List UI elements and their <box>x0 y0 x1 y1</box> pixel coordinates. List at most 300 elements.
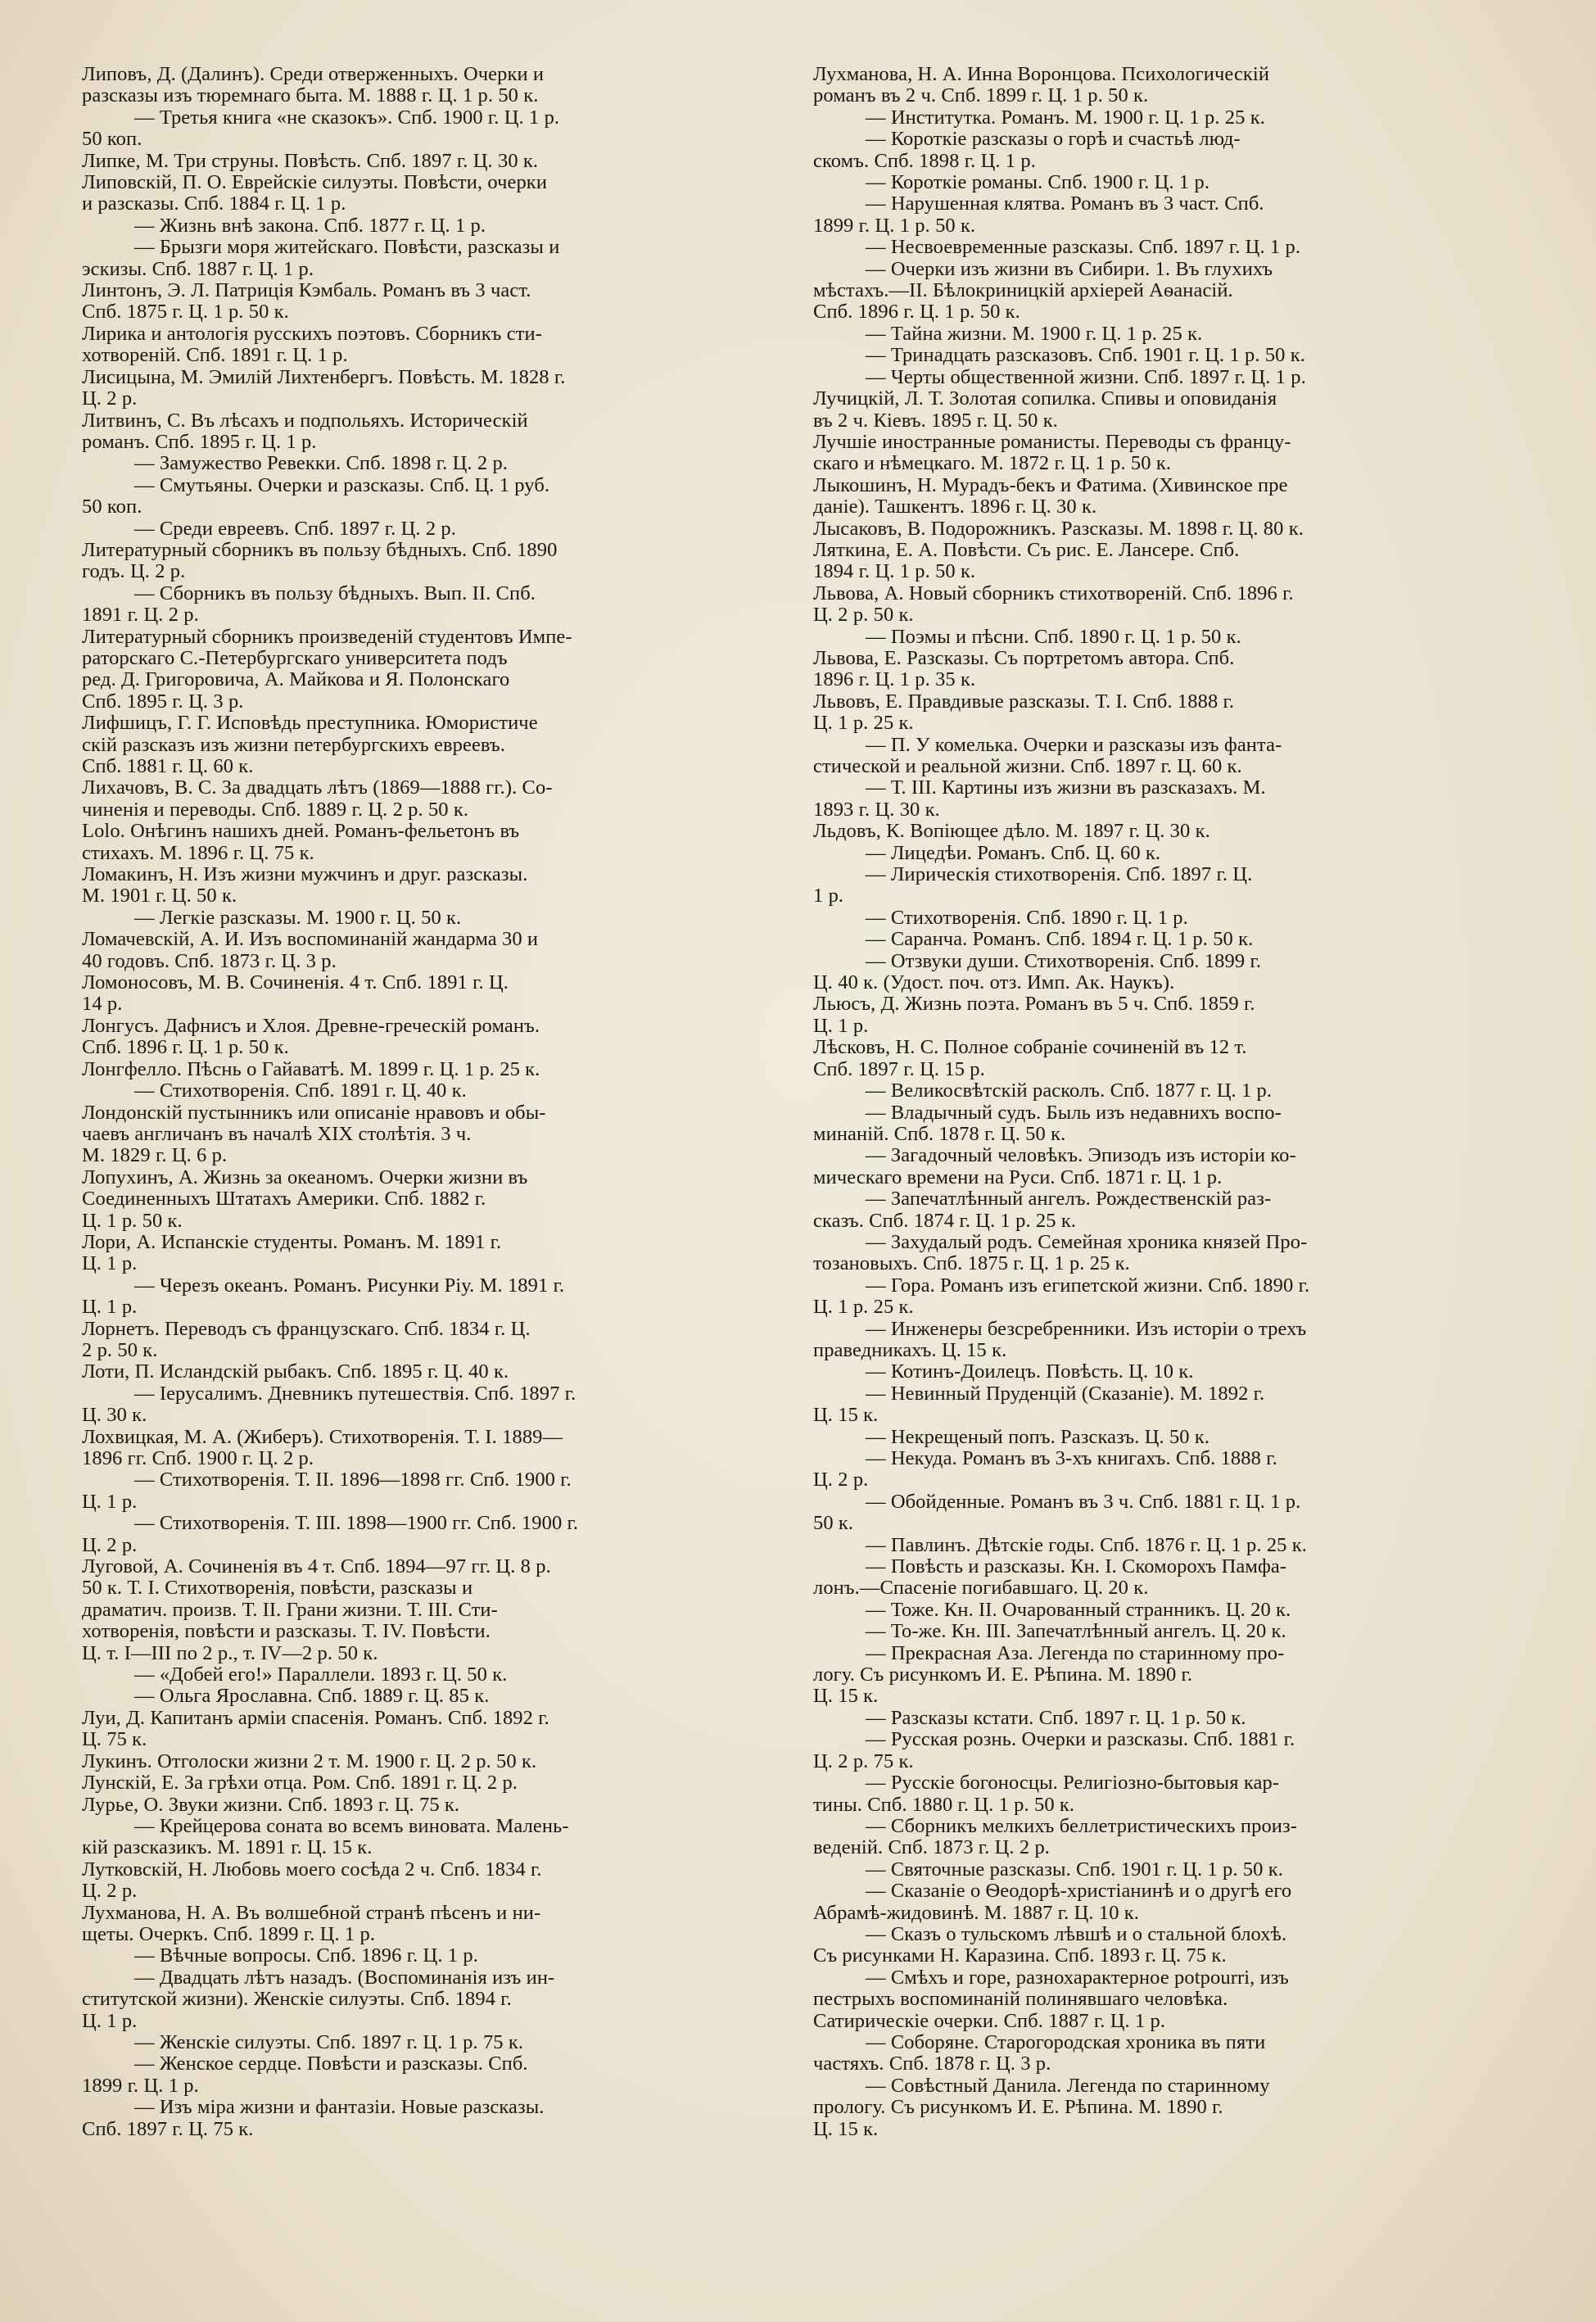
entry-line: — Соборяне. Старогородская хроника въ пяти <box>866 2031 1266 2053</box>
catalog-entry <box>813 540 1522 583</box>
entry-line: — Владычный судъ. Быль изъ недавнихъ воспо- <box>866 1102 1282 1124</box>
entry-line: Лучшіе иностранные романисты. Переводы съ францу- <box>813 431 1291 453</box>
entry-line: — Тайна жизни. М. 1900 г. Ц. 1 р. 25 к. <box>866 323 1203 345</box>
entry-line: Ц. 1 р. <box>82 2010 138 2032</box>
entry-line: — Невинный Пруденцій (Сказаніе). М. 1892 г. <box>866 1383 1265 1405</box>
entry-line: частяхъ. Спб. 1878 г. Ц. 3 р. <box>813 2053 1051 2075</box>
entry-line: 1893 г. Ц. 30 к. <box>813 799 940 821</box>
entry-line: — Институтка. Романъ. М. 1900 г. Ц. 1 р. 25 к. <box>866 106 1265 129</box>
entry-line: — Сборникъ мелкихъ беллетристическихъ произ- <box>866 1815 1298 1837</box>
entry-line: Ц. 1 р. 25 к. <box>813 713 914 735</box>
entry-line: Ломоносовъ, М. В. Сочиненія. 4 т. Спб. 1891 г. Ц. <box>82 972 509 994</box>
catalog-entry <box>82 1427 776 1470</box>
catalog-entry <box>813 1361 1522 1383</box>
catalog-entry <box>82 1967 776 2032</box>
entry-line: — Некрещеный попъ. Разсказъ. Ц. 50 к. <box>866 1426 1210 1448</box>
entry-line: Спб. 1897 г. Ц. 15 р. <box>813 1058 985 1080</box>
catalog-entry <box>813 1967 1522 2032</box>
entry-line: — Обойденные. Романъ въ 3 ч. Спб. 1881 г. Ц. 1 р. <box>866 1491 1301 1513</box>
catalog-entry <box>813 475 1522 518</box>
entry-line: 50 коп. <box>82 496 142 518</box>
entry-line: — Замужество Ревекки. Спб. 1898 г. Ц. 2 р. <box>134 453 509 475</box>
entry-line: Съ рисунками Н. Каразина. Спб. 1893 г. Ц. 75 к. <box>813 1945 1227 1967</box>
catalog-entry <box>82 64 776 107</box>
right-column <box>813 64 1522 2140</box>
entry-line: 2 р. 50 к. <box>82 1339 158 1361</box>
entry-line: минаній. Спб. 1878 г. Ц. 50 к. <box>813 1123 1066 1145</box>
entry-line: — Разсказы кстати. Спб. 1897 г. Ц. 1 р. 50 к. <box>866 1707 1246 1729</box>
entry-line: Литвинъ, С. Въ лѣсахъ и подпольяхъ. Историческій <box>82 410 528 432</box>
entry-line: — Павлинъ. Дѣтскіе годы. Спб. 1876 г. Ц. 1 р. 25 к. <box>866 1534 1307 1556</box>
entry-line: — «Добей его!» Параллели. 1893 г. Ц. 50 к. <box>134 1664 508 1686</box>
entry-line: — Русскіе богоносцы. Религіозно-бытовыя кар- <box>866 1772 1280 1795</box>
entry-line: М. 1829 г. Ц. 6 р. <box>82 1145 228 1167</box>
entry-line: — Тринадцать разсказовъ. Спб. 1901 г. Ц. 1 р. 50 к. <box>866 345 1305 367</box>
catalog-entry <box>82 1275 776 1319</box>
entry-line: въ 2 ч. Кіевъ. 1895 г. Ц. 50 к. <box>813 410 1058 432</box>
catalog-entry <box>813 1708 1522 1729</box>
entry-line: Лихачовъ, В. С. За двадцать лѣтъ (1869—1888 гг.). Со- <box>82 777 553 799</box>
entry-line: Ц. т. I—III по 2 р., т. IV—2 р. 50 к. <box>82 1642 378 1664</box>
entry-line: сказъ. Спб. 1874 г. Ц. 1 р. 25 к. <box>813 1210 1077 1232</box>
catalog-entry <box>82 583 776 627</box>
entry-line: раторскаго С.-Петербургскаго университета подъ <box>82 647 508 669</box>
entry-line: Львова, Е. Разсказы. Съ портретомъ автора. Спб. <box>813 647 1235 669</box>
entry-line: Луи, Д. Капитанъ арміи спасенія. Романъ. Спб. 1892 г. <box>82 1707 549 1729</box>
entry-line: Львова, А. Новый сборникъ стихотвореній. Спб. 1896 г. <box>813 582 1294 604</box>
entry-line: пестрыхъ воспоминаній полинявшаго человѣка. <box>813 1989 1228 2011</box>
catalog-entry <box>82 2053 776 2097</box>
entry-line: Лукинъ. Отголоски жизни 2 т. М. 1900 г. Ц. 2 р. 50 к. <box>82 1750 537 1772</box>
catalog-entry <box>813 1859 1522 1881</box>
entry-line: Ц. 2 р. <box>82 388 138 410</box>
catalog-entry <box>813 1188 1522 1232</box>
catalog-entry <box>813 735 1522 778</box>
catalog-entry <box>813 1772 1522 1816</box>
entry-line: скій разсказъ изъ жизни петербургскихъ евреевъ. <box>82 734 505 756</box>
entry-line: — Женское сердце. Повѣсти и разсказы. Спб. <box>134 2053 528 2075</box>
entry-line: 1894 г. Ц. 1 р. 50 к. <box>813 561 976 583</box>
entry-line: Лыкошинъ, Н. Мурадъ-бекъ и Фатима. (Хивинское пре <box>813 474 1288 496</box>
catalog-entry <box>813 777 1522 821</box>
catalog-entry <box>813 129 1522 172</box>
entry-line: — Смѣхъ и горе, разнохарактерное potpourri, изъ <box>866 1967 1289 1989</box>
entry-line: 1 р. <box>813 885 844 908</box>
entry-line: Соединенныхъ Штатахъ Америки. Спб. 1882 г. <box>82 1188 486 1211</box>
catalog-entry <box>82 864 776 908</box>
catalog-entry <box>82 410 776 454</box>
catalog-entry <box>82 627 776 713</box>
catalog-entry <box>813 1924 1522 1967</box>
entry-line: — Стихотворенія. Т. III. 1898—1900 гг. Спб. 1900 г. <box>134 1513 579 1535</box>
entry-line: — Крейцерова соната во всемъ виновата. Малень- <box>134 1815 569 1837</box>
entry-line: — Лицедѣи. Романъ. Спб. Ц. 60 к. <box>866 842 1161 864</box>
left-column <box>82 64 776 2140</box>
entry-line: Ц. 40 к. (Удост. поч. отз. Имп. Ак. Наукъ). <box>813 972 1175 994</box>
entry-line: — Совѣстный Данила. Легенда по старинному <box>866 2075 1270 2097</box>
catalog-entry <box>82 324 776 367</box>
entry-line: Лорнетъ. Переводъ съ французскаго. Спб. 1834 г. Ц. <box>82 1318 531 1340</box>
catalog-entry <box>82 280 776 324</box>
entry-line: — Загадочный человѣкъ. Эпизодъ изъ исторіи ко- <box>866 1145 1296 1167</box>
catalog-entry <box>813 1600 1522 1621</box>
catalog-entry <box>813 1621 1522 1642</box>
entry-line: логу. Съ рисункомъ И. Е. Рѣпина. М. 1890 г. <box>813 1664 1193 1686</box>
entry-line: — Саранча. Романъ. Спб. 1894 г. Ц. 1 р. 50 к. <box>866 929 1254 951</box>
catalog-entry <box>813 1816 1522 1859</box>
entry-line: мическаго времени на Руси. Спб. 1871 г. Ц. 1 р. <box>813 1166 1223 1188</box>
catalog-entry <box>82 713 776 777</box>
catalog-entry <box>82 1361 776 1383</box>
catalog-entry <box>82 1232 776 1275</box>
entry-line: Ц. 1 р. 25 к. <box>813 1297 914 1319</box>
entry-line: Ц. 1 р. 50 к. <box>82 1210 183 1232</box>
catalog-entry <box>813 1383 1522 1427</box>
entry-line: Ломачевскій, А. И. Изъ воспоминаній жандарма 30 и <box>82 929 539 951</box>
entry-line: Ц. 1 р. <box>82 1491 138 1513</box>
entry-line: 14 р. <box>82 994 123 1016</box>
catalog-entry <box>813 929 1522 950</box>
entry-line: тозановыхъ. Спб. 1875 г. Ц. 1 р. 25 к. <box>813 1253 1130 1275</box>
entry-line: — Короткіе романы. Спб. 1900 г. Ц. 1 р. <box>866 172 1210 194</box>
catalog-entry <box>82 972 776 1016</box>
catalog-entry <box>813 1448 1522 1491</box>
entry-line: даніе). Ташкентъ. 1896 г. Ц. 30 к. <box>813 496 1097 518</box>
catalog-entry <box>813 908 1522 929</box>
entry-line: стической и реальной жизни. Спб. 1897 г. Ц. 60 к. <box>813 756 1242 777</box>
entry-line: хотворенія, повѣсти и разсказы. Т. IV. Повѣсти. <box>82 1621 491 1643</box>
entry-line: Лоти, П. Исландскій рыбакъ. Спб. 1895 г. Ц. 40 к. <box>82 1361 509 1383</box>
entry-line: Абрамѣ-жидовинѣ. М. 1887 г. Ц. 10 к. <box>813 1902 1139 1924</box>
entry-line: скаго и нѣмецкаго. М. 1872 г. Ц. 1 р. 50 к. <box>813 453 1172 475</box>
entry-line: — П. У комелька. Очерки и разсказы изъ фанта- <box>866 734 1282 756</box>
entry-line: и разсказы. Спб. 1884 г. Ц. 1 р. <box>82 193 346 215</box>
catalog-entry <box>813 259 1522 324</box>
catalog-entry <box>813 1275 1522 1319</box>
entry-line: М. 1901 г. Ц. 50 к. <box>82 885 237 908</box>
catalog-entry <box>813 1556 1522 1600</box>
entry-line: Лѣсковъ, Н. С. Полное собраніе сочиненій въ 12 т. <box>813 1037 1247 1059</box>
catalog-entry <box>813 324 1522 345</box>
catalog-entry <box>82 1016 776 1059</box>
catalog-entry <box>813 1080 1522 1102</box>
entry-line: лонъ.—Спасеніе погибавшаго. Ц. 20 к. <box>813 1577 1149 1600</box>
catalog-entry <box>82 2032 776 2053</box>
catalog-entry <box>813 345 1522 366</box>
catalog-entry <box>82 1319 776 1362</box>
entry-line: — Сказаніе о Ѳеодорѣ-христіанинѣ и о другѣ его <box>866 1881 1292 1903</box>
catalog-entry <box>813 107 1522 129</box>
catalog-entry <box>813 1427 1522 1448</box>
entry-line: ститутской жизни). Женскіе силуэты. Спб. 1894 г. <box>82 1989 512 2011</box>
catalog-entry <box>82 1751 776 1772</box>
catalog-entry <box>813 1102 1522 1146</box>
entry-line: — Некуда. Романъ въ 3-хъ книгахъ. Спб. 1888 г. <box>866 1448 1277 1469</box>
entry-line: Луговой, А. Сочиненія въ 4 т. Спб. 1894—97 гг. Ц. 8 р. <box>82 1556 551 1578</box>
catalog-entry <box>82 107 776 151</box>
catalog-entry <box>813 1037 1522 1080</box>
entry-line: — Изъ міра жизни и фантазіи. Новые разсказы. <box>134 2097 545 2119</box>
entry-line: — Среди евреевъ. Спб. 1897 г. Ц. 2 р. <box>134 518 457 540</box>
entry-line: — Женскіе силуэты. Спб. 1897 г. Ц. 1 р. 75 к. <box>134 2031 524 2053</box>
catalog-entry <box>813 691 1522 735</box>
entry-line: — Прекрасная Аза. Легенда по старинному про- <box>866 1642 1285 1664</box>
catalog-entry <box>82 1664 776 1686</box>
entry-line: Львовъ, Е. Правдивые разсказы. Т. I. Спб. 1888 г. <box>813 690 1235 713</box>
entry-line: Ц. 1 р. <box>813 1015 869 1037</box>
entry-line: — Великосвѣтскій расколъ. Спб. 1877 г. Ц. 1 р. <box>866 1080 1273 1102</box>
entry-line: — Третья книга «не сказокъ». Спб. 1900 г. Ц. 1 р. <box>134 106 560 129</box>
catalog-entry <box>82 1903 776 1946</box>
entry-line: ред. Д. Григоровича, А. Майкова и Я. Полонскаго <box>82 669 510 691</box>
catalog-entry <box>82 1708 776 1751</box>
entry-line: Ломакинъ, Н. Изъ жизни мужчинъ и друг. разсказы. <box>82 864 528 886</box>
catalog-entry <box>813 1643 1522 1708</box>
entry-line: 1899 г. Ц. 1 р. 50 к. <box>813 215 976 237</box>
catalog-entry <box>82 367 776 410</box>
catalog-entry <box>82 1102 776 1167</box>
entry-line: Спб. 1881 г. Ц. 60 к. <box>82 756 254 777</box>
entry-line: — Стихотворенія. Спб. 1891 г. Ц. 40 к. <box>134 1080 467 1102</box>
entry-line: — Отзвуки души. Стихотворенія. Спб. 1899 г. <box>866 950 1262 972</box>
entry-line: Спб. 1895 г. Ц. 3 р. <box>82 690 244 713</box>
entry-line: — Повѣсть и разсказы. Кн. I. Скоморохъ Памфа- <box>866 1556 1287 1578</box>
entry-line: Лифшицъ, Г. Г. Исповѣдь преступника. Юмористиче <box>82 713 538 735</box>
entry-line: 1891 г. Ц. 2 р. <box>82 604 199 627</box>
entry-line: щеты. Очеркъ. Спб. 1899 г. Ц. 1 р. <box>82 1923 376 1945</box>
entry-line: — Святочные разсказы. Спб. 1901 г. Ц. 1 р. 50 к. <box>866 1858 1283 1881</box>
entry-line: — Русская рознь. Очерки и разсказы. Спб. 1881 г. <box>866 1729 1295 1751</box>
catalog-entry <box>813 1491 1522 1535</box>
entry-line: чиненія и переводы. Спб. 1889 г. Ц. 2 р. 50 к. <box>82 799 469 821</box>
entry-line: Лучицкій, Л. Т. Золотая сопилка. Спивы и оповиданія <box>813 388 1277 410</box>
catalog-entry <box>82 151 776 172</box>
entry-line: — Черты общественной жизни. Спб. 1897 г. Ц. 1 р. <box>866 366 1306 388</box>
catalog-entry <box>813 432 1522 475</box>
catalog-entry <box>82 172 776 215</box>
entry-line: Ц. 1 р. <box>82 1253 138 1275</box>
catalog-entry <box>813 193 1522 237</box>
catalog-entry <box>813 172 1522 193</box>
entry-line: — Іерусалимъ. Дневникъ путешествія. Спб. 1897 г. <box>134 1383 576 1405</box>
catalog-entry <box>82 1795 776 1816</box>
entry-line: праведникахъ. Ц. 15 к. <box>813 1339 1007 1361</box>
entry-line: эскизы. Спб. 1887 г. Ц. 1 р. <box>82 258 314 280</box>
catalog-entry <box>813 648 1522 691</box>
entry-line: — Легкіе разсказы. М. 1900 г. Ц. 50 к. <box>134 907 462 929</box>
entry-line: — Котинъ-Доилецъ. Повѣсть. Ц. 10 к. <box>866 1361 1194 1383</box>
entry-line: Спб. 1896 г. Ц. 1 р. 50 к. <box>813 301 1020 324</box>
catalog-entry <box>813 1319 1522 1362</box>
entry-line: 1896 гг. Спб. 1900 г. Ц. 2 р. <box>82 1448 314 1469</box>
catalog-entry <box>813 627 1522 648</box>
catalog-entry <box>82 908 776 929</box>
catalog-entry <box>813 367 1522 388</box>
entry-line: Лутковскій, Н. Любовь моего сосѣда 2 ч. Спб. 1834 г. <box>82 1858 542 1881</box>
entry-line: романъ. Спб. 1895 г. Ц. 1 р. <box>82 431 317 453</box>
catalog-entry <box>813 994 1522 1037</box>
catalog-entry <box>82 1059 776 1080</box>
catalog-entry <box>813 951 1522 994</box>
entry-line: Лисицына, М. Эмилій Лихтенбергъ. Повѣсть. М. 1828 г. <box>82 366 566 388</box>
catalog-entry <box>813 1145 1522 1188</box>
entry-line: Ц. 1 р. <box>82 1297 138 1319</box>
entry-line: — То-же. Кн. III. Запечатлѣнный ангелъ. Ц. 20 к. <box>866 1621 1286 1643</box>
entry-line: Лохвицкая, М. А. (Жиберъ). Стихотворенія. Т. I. 1889— <box>82 1426 563 1448</box>
entry-line: Ц. 15 к. <box>813 1686 879 1708</box>
entry-line: — Короткіе разсказы о горѣ и счастьѣ люд- <box>866 129 1241 151</box>
entry-line: кій разсказикъ. М. 1891 г. Ц. 15 к. <box>82 1837 373 1859</box>
catalog-entry <box>82 1686 776 1707</box>
entry-line: тины. Спб. 1880 г. Ц. 1 р. 50 к. <box>813 1794 1075 1816</box>
entry-line: Ц. 15 к. <box>813 2118 879 2140</box>
catalog-entry <box>813 843 1522 864</box>
entry-line: — Т. III. Картины изъ жизни въ разсказахъ. М. <box>866 777 1266 799</box>
catalog-entry <box>813 1881 1522 1924</box>
entry-line: Литературный сборникъ въ пользу бѣдныхъ. Спб. 1890 <box>82 539 558 561</box>
catalog-entry <box>813 1535 1522 1556</box>
entry-line: — Жизнь внѣ закона. Спб. 1877 г. Ц. 1 р. <box>134 215 486 237</box>
catalog-entry <box>82 453 776 474</box>
catalog-entry <box>82 821 776 864</box>
entry-line: — Брызги моря житейскаго. Повѣсти, разсказы и <box>134 237 560 259</box>
entry-line: Спб. 1897 г. Ц. 75 к. <box>82 2118 254 2140</box>
entry-line: стихахъ. М. 1896 г. Ц. 75 к. <box>82 842 314 864</box>
catalog-entry <box>813 1729 1522 1772</box>
catalog-entry <box>82 215 776 237</box>
entry-line: Лонгфелло. Пѣснь о Гайаватѣ. М. 1899 г. Ц. 1 р. 25 к. <box>82 1058 540 1080</box>
entry-line: мѣстахъ.—II. Бѣлокриницкій архіерей Аѳанасій. <box>813 280 1233 302</box>
catalog-entry <box>82 1556 776 1664</box>
entry-line: Лопухинъ, А. Жизнь за океаномъ. Очерки жизни въ <box>82 1166 528 1188</box>
catalog-entry <box>82 929 776 972</box>
entry-line: 1896 г. Ц. 1 р. 35 к. <box>813 669 976 691</box>
catalog-entry <box>813 2075 1522 2140</box>
entry-line: Ц. 15 к. <box>813 1405 879 1427</box>
entry-line: 40 годовъ. Спб. 1873 г. Ц. 3 р. <box>82 950 337 972</box>
entry-line: Липке, М. Три струны. Повѣсть. Спб. 1897 г. Ц. 30 к. <box>82 150 539 172</box>
entry-line: Липовскій, П. О. Еврейскіе силуэты. Повѣсти, очерки <box>82 172 548 194</box>
entry-line: — Сказъ о тульскомъ лѣвшѣ и о стальной блохѣ. <box>866 1923 1287 1945</box>
catalog-entry <box>82 1772 776 1794</box>
catalog-entry <box>82 1513 776 1556</box>
entry-line: Ц. 2 р. <box>813 1469 869 1491</box>
entry-line: Ц. 2 р. <box>82 1534 138 1556</box>
catalog-entry <box>82 777 776 821</box>
entry-line: веденій. Спб. 1873 г. Ц. 2 р. <box>813 1837 1051 1859</box>
entry-line: — Стихотворенія. Т. II. 1896—1898 гг. Спб. 1900 г. <box>134 1469 572 1491</box>
entry-line: разсказы изъ тюремнаго быта. М. 1888 г. Ц. 1 р. 50 к. <box>82 85 539 107</box>
entry-line: Лори, А. Испанскіе студенты. Романъ. М. 1891 г. <box>82 1231 502 1253</box>
entry-line: — Стихотворенія. Спб. 1890 г. Ц. 1 р. <box>866 907 1188 929</box>
entry-line: хотвореній. Спб. 1891 г. Ц. 1 р. <box>82 345 348 367</box>
entry-line: Лунскій, Е. За грѣхи отца. Ром. Спб. 1891 г. Ц. 2 р. <box>82 1772 518 1795</box>
entry-line: Ц. 30 к. <box>82 1405 147 1427</box>
catalog-entry <box>82 1945 776 1967</box>
catalog-entry <box>813 583 1522 627</box>
entry-line: Спб. 1896 г. Ц. 1 р. 50 к. <box>82 1037 289 1059</box>
catalog-entry <box>82 1469 776 1513</box>
entry-line: 50 коп. <box>82 129 142 151</box>
entry-line: Lolo. Онѣгинъ нашихъ дней. Романъ-фельетонъ въ <box>82 821 520 843</box>
entry-line: — Вѣчные вопросы. Спб. 1896 г. Ц. 1 р. <box>134 1945 478 1967</box>
entry-line: Литературный сборникъ произведеній студентовъ Импе- <box>82 626 572 648</box>
catalog-entry <box>82 1167 776 1232</box>
catalog-entry <box>813 821 1522 842</box>
catalog-entry <box>82 1816 776 1859</box>
entry-line: — Двадцать лѣтъ назадъ. (Воспоминанія изъ ин- <box>134 1967 555 1989</box>
entry-line: — Смутьяны. Очерки и разсказы. Спб. Ц. 1 руб. <box>134 474 550 496</box>
entry-line: — Очерки изъ жизни въ Сибири. 1. Въ глухихъ <box>866 258 1273 280</box>
entry-line: Ц. 2 р. 75 к. <box>813 1750 914 1772</box>
entry-line: — Ольга Ярославна. Спб. 1889 г. Ц. 85 к. <box>134 1686 490 1708</box>
entry-line: 50 к. <box>813 1513 854 1535</box>
entry-line: Лухманова, Н. А. Инна Воронцова. Психологическій <box>813 64 1270 85</box>
catalog-entry <box>813 388 1522 432</box>
entry-line: скомъ. Спб. 1898 г. Ц. 1 р. <box>813 150 1036 172</box>
entry-line: Ц. 2 р. 50 к. <box>813 604 914 627</box>
entry-line: 50 к. Т. I. Стихотворенія, повѣсти, разсказы и <box>82 1577 473 1600</box>
entry-line: — Лирическія стихотворенія. Спб. 1897 г. Ц. <box>866 864 1253 886</box>
entry-line: Льдовъ, К. Вопіющее дѣло. М. 1897 г. Ц. 30 к. <box>813 821 1210 843</box>
entry-line: — Несвоевременные разсказы. Спб. 1897 г. Ц. 1 р. <box>866 237 1301 259</box>
entry-line: чаевъ англичанъ въ началѣ XIX столѣтія. 3 ч. <box>82 1123 472 1145</box>
entry-line: Спб. 1875 г. Ц. 1 р. 50 к. <box>82 301 289 324</box>
catalog-entry <box>82 540 776 583</box>
entry-line: — Инженеры безсребренники. Изъ исторіи о трехъ <box>866 1318 1307 1340</box>
entry-line: — Захудалый родъ. Семейная хроника князей Про- <box>866 1231 1308 1253</box>
entry-line: Лондонскій пустынникъ или описаніе нравовъ и обы- <box>82 1102 546 1124</box>
catalog-entry <box>82 2097 776 2140</box>
catalog-entry <box>82 518 776 540</box>
entry-line: Лирика и антологія русскихъ поэтовъ. Сборникъ сти- <box>82 323 542 345</box>
entry-line: романъ въ 2 ч. Спб. 1899 г. Ц. 1 р. 50 к. <box>813 85 1149 107</box>
entry-line: — Поэмы и пѣсни. Спб. 1890 г. Ц. 1 р. 50 к. <box>866 626 1241 648</box>
entry-line: — Запечатлѣнный ангелъ. Рождественскій раз- <box>866 1188 1272 1211</box>
entry-line: годъ. Ц. 2 р. <box>82 561 186 583</box>
entry-line: Ц. 75 к. <box>82 1729 147 1751</box>
catalog-entry <box>82 1080 776 1102</box>
catalog-entry <box>813 518 1522 540</box>
catalog-entry <box>82 1859 776 1903</box>
catalog-entry <box>813 237 1522 258</box>
catalog-entry <box>82 237 776 280</box>
entry-line: 1899 г. Ц. 1 р. <box>82 2075 199 2097</box>
entry-line: — Нарушенная клятва. Романъ въ 3 част. Спб. <box>866 193 1264 215</box>
catalog-entry <box>813 1232 1522 1275</box>
entry-line: Лысаковъ, В. Подорожникъ. Разсказы. М. 1898 г. Ц. 80 к. <box>813 518 1304 540</box>
catalog-entry <box>82 1383 776 1427</box>
entry-line: Линтонъ, Э. Л. Патриція Кэмбаль. Романъ въ 3 част. <box>82 280 531 302</box>
entry-line: Липовъ, Д. (Далинъ). Среди отверженныхъ. Очерки и <box>82 64 545 85</box>
entry-line: — Сборникъ въ пользу бѣдныхъ. Вып. II. Спб. <box>134 582 536 604</box>
entry-line: Ц. 2 р. <box>82 1881 138 1903</box>
catalog-entry <box>813 64 1522 107</box>
entry-line: Лонгусъ. Дафнисъ и Хлоя. Древне-греческій романъ. <box>82 1015 540 1037</box>
entry-line: Лухманова, Н. А. Въ волшебной странѣ пѣсенъ и ни- <box>82 1902 541 1924</box>
entry-line: прологу. Съ рисункомъ И. Е. Рѣпина. М. 1890 г. <box>813 2097 1223 2119</box>
entry-line: — Гора. Романъ изъ египетской жизни. Спб. 1890 г. <box>866 1274 1310 1297</box>
catalog-entry <box>82 475 776 518</box>
catalog-entry <box>813 864 1522 908</box>
entry-line: — Черезъ океанъ. Романъ. Рисунки Ріу. М. 1891 г. <box>134 1274 565 1297</box>
entry-line: Льюсъ, Д. Жизнь поэта. Романъ въ 5 ч. Спб. 1859 г. <box>813 994 1255 1016</box>
catalog-entry <box>813 2032 1522 2075</box>
entry-line: — Тоже. Кн. II. Очарованный странникъ. Ц. 20 к. <box>866 1599 1291 1621</box>
entry-line: драматич. произв. Т. II. Грани жизни. Т. III. Сти- <box>82 1599 498 1621</box>
entry-line: Ляткина, Е. А. Повѣсти. Съ рис. Е. Лансере. Спб. <box>813 539 1240 561</box>
entry-line: Лурье, О. Звуки жизни. Спб. 1893 г. Ц. 75 к. <box>82 1794 460 1816</box>
